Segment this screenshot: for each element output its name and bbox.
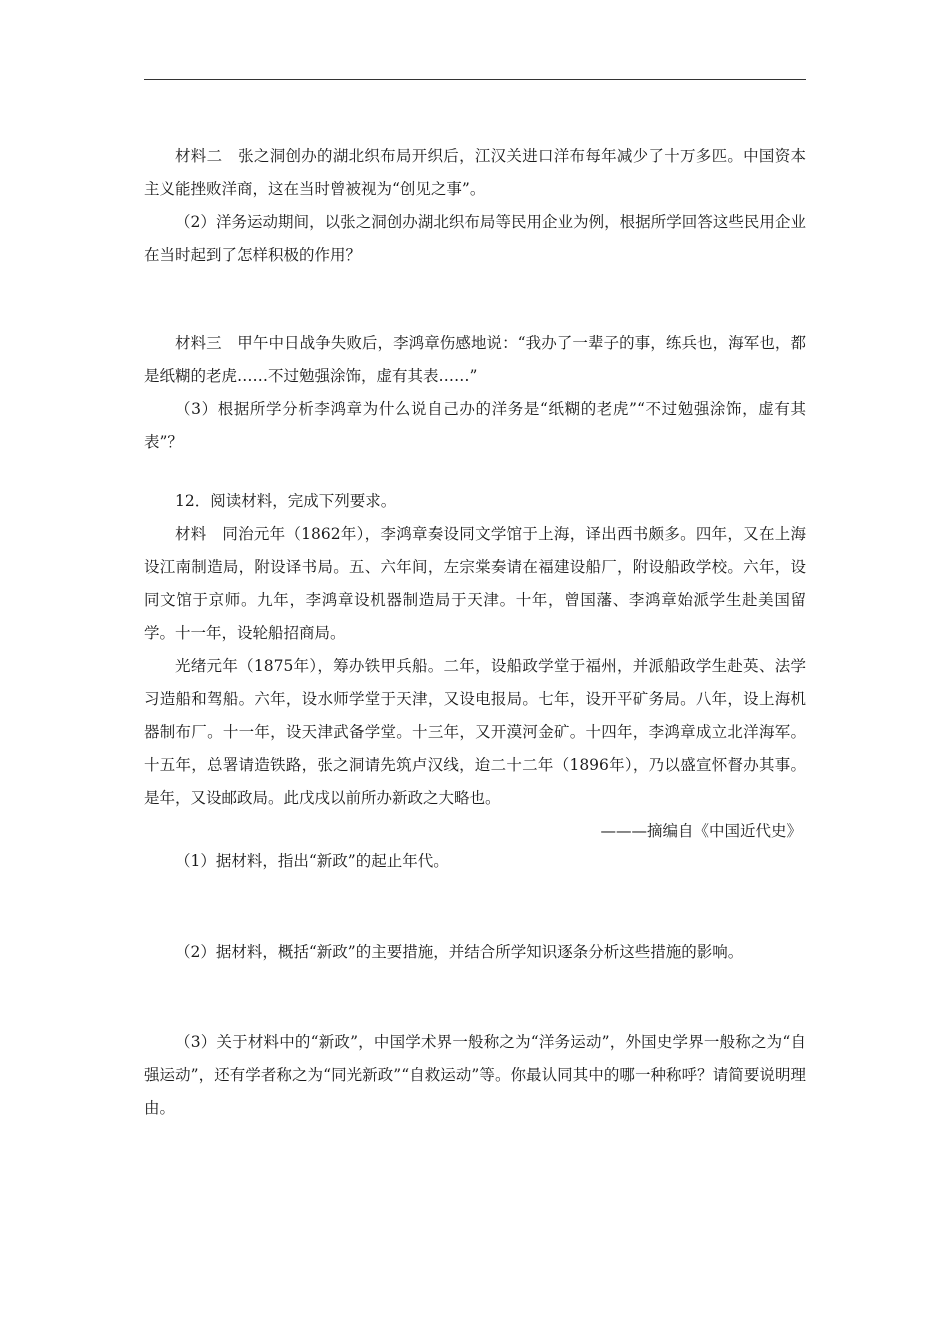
q12-question1: （1）据材料，指出“新政”的起止年代。 bbox=[175, 852, 449, 870]
material2-question: （2）洋务运动期间，以张之洞创办湖北织布局等民用企业为例，根据所学回答这些民用企业在当时起到了怎样积极的作用？ bbox=[144, 213, 806, 264]
header-rule bbox=[144, 79, 806, 80]
material3-text: 材料三 甲午中日战争失败后，李鸿章伤感地说：“我办了一辈子的事，练兵也，海军也，都是纸糊的老虎……不过勉强涂饰，虚有其表……” bbox=[144, 334, 806, 385]
material2-text: 材料二 张之洞创办的湖北织布局开织后，江汉关进口洋布每年减少了十万多匹。中国资本主义能挫败洋商，这在当时曾被视为“创见之事”。 bbox=[144, 147, 806, 198]
q12-material-para2: 光绪元年（1875年），筹办铁甲兵船。二年，设船政学堂于福州，并派船政学生赴英、法学习造船和驾船。六年，设水师学堂于天津，又设电报局。七年，设开平矿务局。八年，设上海机器制布厂。十一年，设天津武备学堂。十三年，又开漠河金矿。十四年，李鸿章成立北洋海军。十五年，总署请造铁路，张之洞请先筑卢汉线，迨二十二年（1896年），乃以盛宣怀督办其事。是年，又设邮政局。此戊戌以前所办新政之大略也。 bbox=[144, 657, 806, 807]
q12-heading: 12．阅读材料，完成下列要求。 bbox=[175, 492, 397, 510]
q12-question2: （2）据材料，概括“新政”的主要措施，并结合所学知识逐条分析这些措施的影响。 bbox=[175, 943, 744, 961]
q12-material-para1: 材料 同治元年（1862年），李鸿章奏设同文学馆于上海，译出西书颇多。四年，又在上海设江南制造局，附设译书局。五、六年间，左宗棠奏请在福建设船厂，附设船政学校。六年，设同文馆于京师。九年，李鸿章设机器制造局于天津。十年，曾国藩、李鸿章始派学生赴美国留学。十一年，设轮船招商局。 bbox=[144, 525, 806, 642]
q12-question3: （3）关于材料中的“新政”，中国学术界一般称之为“洋务运动”，外国史学界一般称之为“自强运动”，还有学者称之为“同光新政”“自救运动”等。你最认同其中的哪一种称呼？请简要说明理由。 bbox=[144, 1033, 806, 1117]
material3-question: （3）根据所学分析李鸿章为什么说自己办的洋务是“纸糊的老虎”“不过勉强涂饰，虚有其表”？ bbox=[144, 400, 806, 451]
q12-source: ———摘编自《中国近代史》 bbox=[600, 822, 802, 840]
